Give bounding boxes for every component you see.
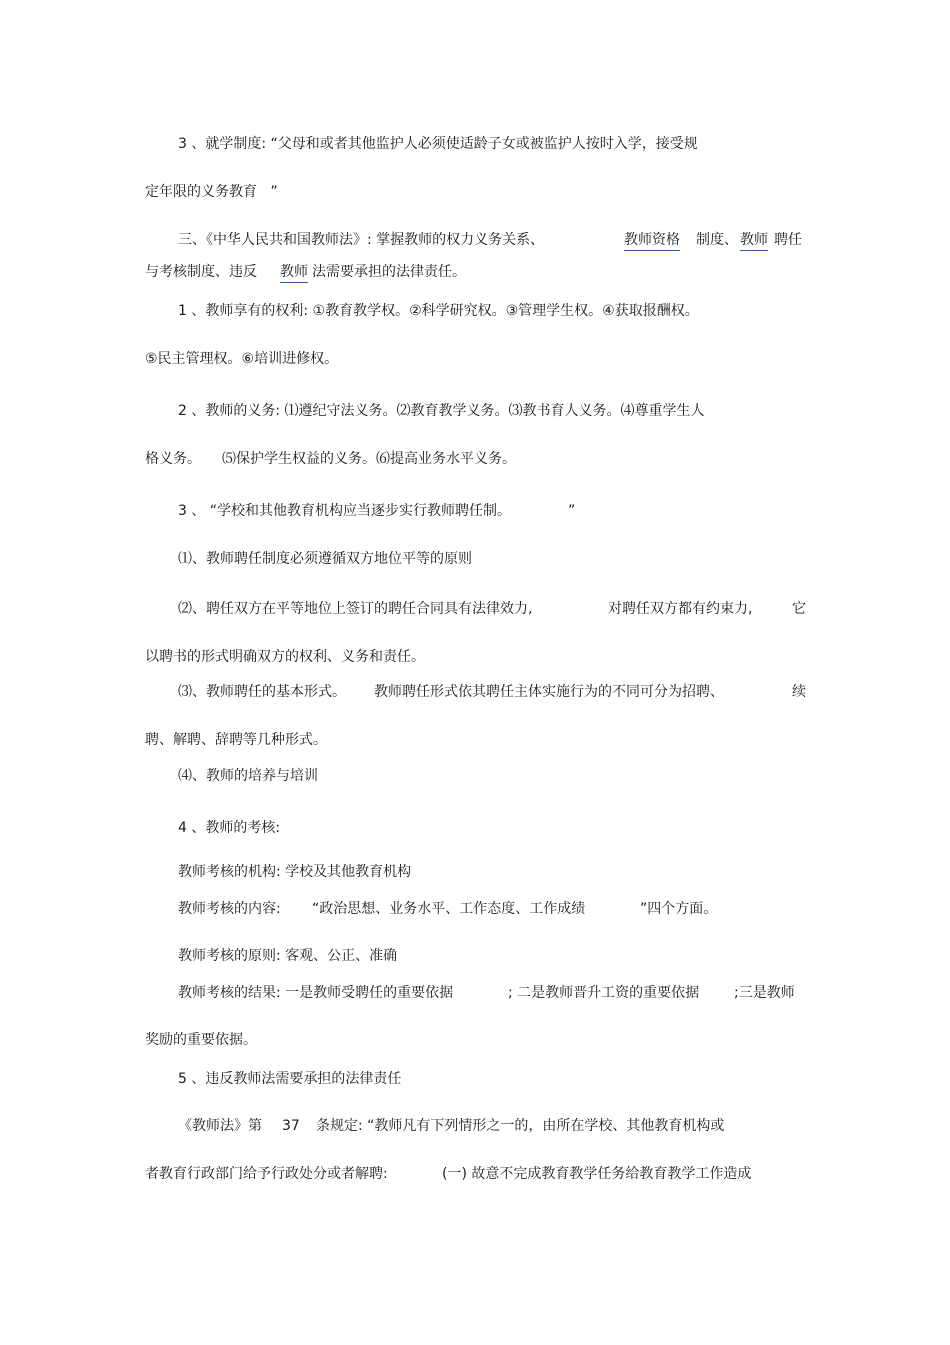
text-line: 聘任 bbox=[774, 232, 802, 248]
text-line: ⑶、教师聘任的基本形式。 bbox=[178, 684, 346, 700]
text-line: 以聘书的形式明确双方的权利、义务和责任。 bbox=[145, 649, 425, 665]
text-line: 教师考核的内容: bbox=[178, 901, 281, 917]
text-line: ” bbox=[568, 503, 576, 519]
text-line: 者教育行政部门给予行政处分或者解聘: bbox=[145, 1166, 388, 1182]
text-line: 条规定: “教师凡有下列情形之一的，由所在学校、其他教育机构或 bbox=[316, 1118, 725, 1134]
text-line: ⑸保护学生权益的义务。⑹提高业务水平义务。 bbox=[222, 451, 516, 467]
text-line: 《教师法》第 bbox=[178, 1118, 262, 1134]
text-line: 教师考核的原则: 客观、公正、准确 bbox=[178, 948, 398, 964]
text-line: 37 bbox=[282, 1118, 300, 1134]
text-line: 1 、教师享有的权利: ①教育教学权。②科学研究权。③管理学生权。④获取报酬权。 bbox=[178, 303, 699, 319]
text-line: 教师考核的机构: 学校及其他教育机构 bbox=[178, 864, 412, 880]
text-line: 它 bbox=[792, 601, 806, 617]
text-line: 3 、 “学校和其他教育机构应当逐步实行教师聘任制。 bbox=[178, 503, 512, 519]
text-line: 教师考核的结果: 一是教师受聘任的重要依据 bbox=[178, 985, 454, 1001]
text-line: (一) 故意不完成教育教学任务给教育教学工作造成 bbox=[442, 1166, 752, 1182]
text-line: 4 、教师的考核: bbox=[178, 820, 281, 836]
text-line: 教师聘任形式依其聘任主体实施行为的不同可分为招聘、 bbox=[374, 684, 724, 700]
text-line: 法需要承担的法律责任。 bbox=[312, 264, 466, 280]
text-line: 格义务。 bbox=[145, 451, 201, 467]
text-link: 教师 bbox=[280, 263, 308, 283]
text-line: ; 二是教师晋升工资的重要依据 bbox=[508, 985, 700, 1001]
text-line: 制度、 bbox=[696, 232, 738, 248]
text-line: ;三是教师 bbox=[734, 985, 795, 1001]
text-link: 教师资格 bbox=[624, 231, 680, 251]
text-link: 教师 bbox=[740, 231, 768, 251]
text-line: ”四个方面。 bbox=[640, 901, 718, 917]
text-line: 对聘任双方都有约束力, bbox=[608, 601, 753, 617]
text-line: ⑴、教师聘任制度必须遵循双方地位平等的原则 bbox=[178, 551, 472, 567]
text-line: 续 bbox=[792, 684, 806, 700]
text-line: 聘、解聘、辞聘等几种形式。 bbox=[145, 732, 327, 748]
text-line: 定年限的义务教育 ” bbox=[145, 184, 278, 200]
text-line: ⑷、教师的培养与培训 bbox=[178, 768, 318, 784]
text-line: 3 、就学制度: “父母和或者其他监护人必须使适龄子女或被监护人按时入学，接受规 bbox=[178, 136, 698, 152]
text-line: ⑵、聘任双方在平等地位上签订的聘任合同具有法律效力, bbox=[178, 601, 533, 617]
text-line: ⑤民主管理权。⑥培训进修权。 bbox=[145, 351, 339, 367]
text-line: 与考核制度、违反 bbox=[145, 264, 257, 280]
text-line: 奖励的重要依据。 bbox=[145, 1032, 257, 1048]
text-line: 5 、违反教师法需要承担的法律责任 bbox=[178, 1071, 402, 1087]
text-line: 2 、教师的义务: ⑴遵纪守法义务。⑵教育教学义务。⑶教书育人义务。⑷尊重学生人 bbox=[178, 403, 705, 419]
text-line: 三、《中华人民共和国教师法》: 掌握教师的权力义务关系、 bbox=[178, 232, 545, 248]
text-line: “政治思想、业务水平、工作态度、工作成绩 bbox=[312, 901, 586, 917]
